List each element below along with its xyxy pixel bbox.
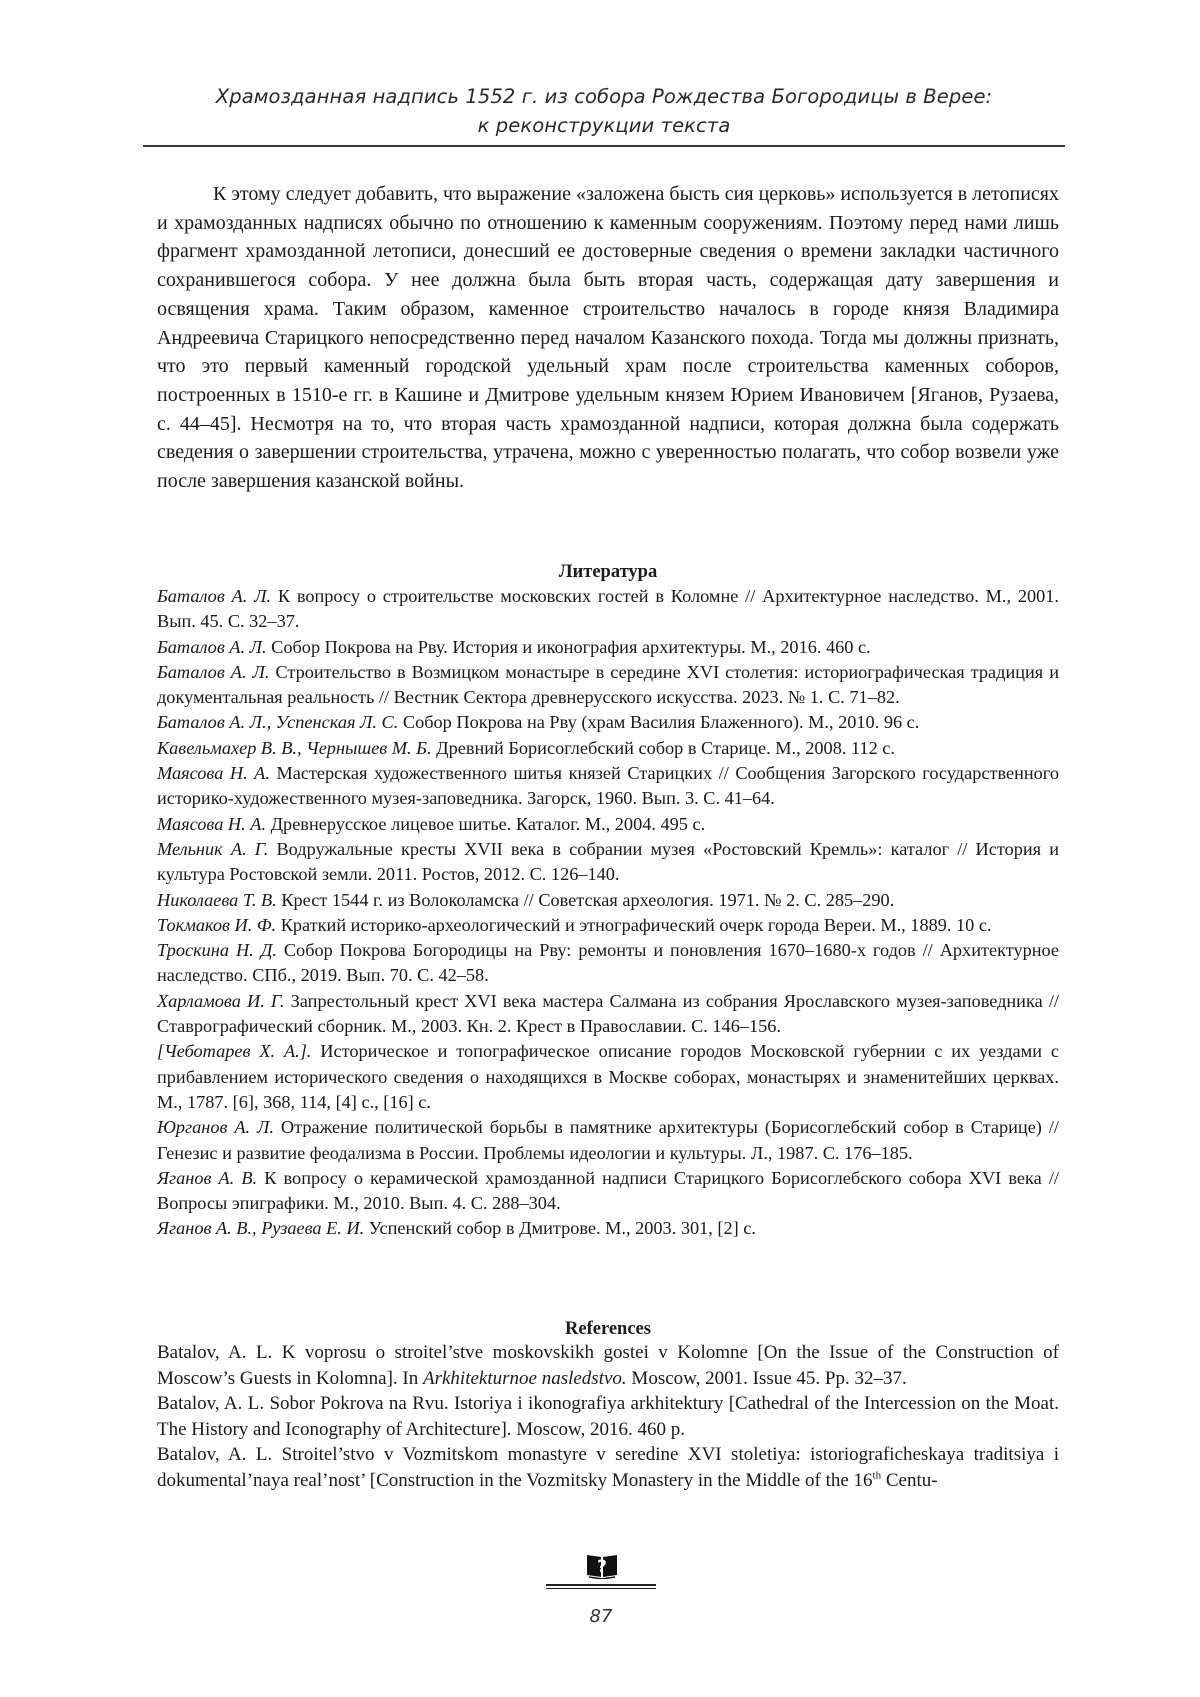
reference-text: Batalov, A. L. Stroitel’stvo v Vozmitskom monastyre v seredine XVI stoletiya: istoriograficheskaya traditsiya i dokumental’naya real’nost’ [Construction in the Vozmitsky Monastery in the Middle of the 16 (157, 1444, 1059, 1491)
literature-author: Харламова И. Г. (157, 990, 285, 1011)
literature-text: Собор Покрова на Рву. История и иконография архитектуры. М., 2016. 460 с. (266, 636, 871, 657)
literature-entry (157, 989, 1059, 1040)
literature-list (157, 584, 1059, 1242)
running-head-line1: Храмозданная надпись 1552 г. из собора Рождества Богородицы в Верее: (215, 85, 993, 108)
running-head-line2: к реконструкции текста (477, 114, 731, 137)
literature-text: Крест 1544 г. из Волоколамска // Советская археология. 1971. № 2. С. 285–290. (276, 889, 895, 910)
page-number: 87 (589, 1606, 613, 1627)
literature-author: Маясова Н. А. (157, 813, 267, 834)
literature-entry (157, 635, 1059, 660)
literature-entry (157, 584, 1059, 635)
literature-entry (157, 837, 1059, 888)
literature-author: Токмаков И. Ф. (157, 914, 277, 935)
literature-text: Успенский собор в Дмитрове. М., 2003. 301, [2] с. (364, 1218, 756, 1239)
reference-text: Moscow, 2001. Issue 45. Pp. 32–37. (626, 1367, 907, 1389)
literature-author: Кавельмахер В. В., Чернышев М. Б. (157, 737, 432, 758)
literature-author: Баталов А. Л., Успенская Л. С. (157, 712, 399, 733)
literature-author: Яганов А. В. (157, 1167, 258, 1188)
literature-text: Историческое и топографическое описание городов Московской губернии с их уездами с прибавлением исторического сведения о находящихся в Москве соборах, монастырях и знаменитейших церквах. М., 1787. [6], 368, 114, [4] с., [16] с. (157, 1041, 1060, 1112)
references-heading: References (565, 1319, 651, 1339)
reference-entry (157, 1340, 1059, 1391)
footer-rule (546, 1588, 656, 1589)
body-paragraph: К этому следует добавить, что выражение «заложена бысть сия церковь» используется в летописях и храмозданных надписях обычно по отношению к каменным сооружениям. Поэтому перед нами лишь фрагмент храмозданной летописи, донесший ее достоверные сведения о времени закладки частичного сохранившегося собора. У нее должна была быть вторая часть, содержащая дату завершения и освящения храма. Таким образом, каменное строительство началось в городе князя Владимира Андреевича Старицкого непосредственно перед началом Казанского похода. Тогда мы должны признать, что это первый каменный городской удельный храм после строительства каменных соборов, построенных в 1510-е гг. в Кашине и Дмитрове удельным князем Юрием Ивановичем [Яганов, Рузаева, с. 44–45]. Несмотря на то, что вторая часть храмозданной надписи, которая должна была содержать сведения о завершении строительства, утрачена, можно с уверенностью полагать, что собор возвели уже после завершения казанской войны. (157, 183, 1059, 493)
reference-superscript: th (872, 1469, 882, 1482)
literature-author: Николаева Т. В. (157, 889, 277, 910)
literature-author: Баталов А. Л. (157, 636, 267, 657)
literature-entry (157, 1039, 1059, 1115)
svg-text:?: ? (597, 1557, 607, 1577)
literature-heading: Литература (558, 562, 658, 582)
body-text (157, 180, 1059, 496)
literature-text: Собор Покрова на Рву (храм Василия Блаженного). М., 2010. 96 с. (398, 712, 920, 733)
literature-text: К вопросу о строительстве московских гостей в Коломне // Архитектурное наследство. М., 2001. Вып. 45. С. 32–37. (157, 586, 1059, 632)
literature-text: Древнерусское лицевое шитье. Каталог. М., 2004. 495 с. (266, 813, 706, 834)
literature-text: Отражение политической борьбы в памятнике архитектуры (Борисоглебский собор в Старице) // Генезис и развитие феодализма в России. Проблемы идеологии и культуры. Л., 1987. С. 176–185. (157, 1117, 1059, 1163)
references-list (157, 1340, 1059, 1494)
literature-text: Водружальные кресты XVII века в собрании музея «Ростовский Кремль»: каталог // История и культура Ростовской земли. 2011. Ростов, 2012. С. 126–140. (157, 838, 1059, 885)
literature-entry (157, 1216, 1059, 1241)
reference-entry: Batalov, A. L. Sobor Pokrova na Rvu. Istoriya i ikonografiya arkhitektury [Cathedral of the Intercession on the Moat. The History and Iconography of Architecture]. Moscow, 2016. 460 p. (157, 1393, 1059, 1440)
running-head (143, 82, 1065, 140)
reference-text: Batalov, A. L. K voprosu o stroitel’stve moskovskikh gostei v Kolomne [On the Issue of the Construction of Moscow’s Guests in Kolomna]. In (157, 1342, 1059, 1389)
reference-journal: Arkhitekturnoe nasledstvo. (422, 1367, 627, 1389)
literature-entry (157, 710, 1059, 735)
footer-rule (546, 1584, 656, 1586)
literature-author: [Чеботарев Х. А.]. (157, 1041, 312, 1062)
literature-entry (157, 913, 1059, 938)
literature-text: Мастерская художественного шитья князей Старицких // Сообщения Загорского государственного историко-художественного музея-заповедника. Загорск, 1960. Вып. 3. С. 41–64. (157, 763, 1059, 809)
literature-text: Собор Покрова Богородицы на Рву: ремонты и поновления 1670–1680-х годов // Архитектурное наследство. СПб., 2019. Вып. 70. С. 42–58. (157, 940, 1060, 986)
literature-entry (157, 736, 1059, 761)
header-rule (143, 145, 1065, 147)
literature-text: Строительство в Возмицком монастыре в середине XVI столетия: историографическая традиция и документальная реальность // Вестник Сектора древнерусского искусства. 2023. № 1. С. 71–82. (157, 661, 1059, 708)
literature-author: Баталов А. Л. (157, 586, 272, 606)
literature-entry (157, 1115, 1059, 1166)
literature-author: Троскина Н. Д. (157, 940, 277, 961)
literature-entry (157, 660, 1059, 711)
reference-text: Centu- (881, 1469, 938, 1491)
literature-entry (157, 938, 1059, 989)
literature-author: Маясова Н. А. (157, 763, 270, 784)
literature-entry (157, 888, 1059, 913)
literature-entry (157, 812, 1059, 837)
literature-author: Баталов А. Л. (157, 661, 270, 682)
reference-entry (157, 1442, 1059, 1493)
literature-text: Запрестольный крест XVI века мастера Салмана из собрания Ярославского музея-заповедника // Ставрографический сборник. М., 2003. Кн. 2. Крест в Православии. С. 146–156. (157, 990, 1059, 1037)
literature-text: Древний Борисоглебский собор в Старице. М., 2008. 112 с. (431, 737, 895, 758)
literature-text: К вопросу о керамической храмозданной надписи Старицкого Борисоглебского собора XVI века // Вопросы эпиграфики. М., 2010. Вып. 4. С. 288–304. (157, 1167, 1059, 1214)
literature-author: Яганов А. В., Рузаева Е. И. (157, 1218, 365, 1239)
literature-author: Мельник А. Г. (157, 838, 269, 859)
literature-text: Краткий историко-археологический и этнографический очерк города Вереи. М., 1889. 10 с. (276, 914, 992, 935)
literature-author: Юрганов А. Л. (157, 1117, 274, 1138)
literature-entry (157, 1166, 1059, 1217)
book-question-icon (586, 1552, 618, 1579)
literature-entry (157, 761, 1059, 812)
